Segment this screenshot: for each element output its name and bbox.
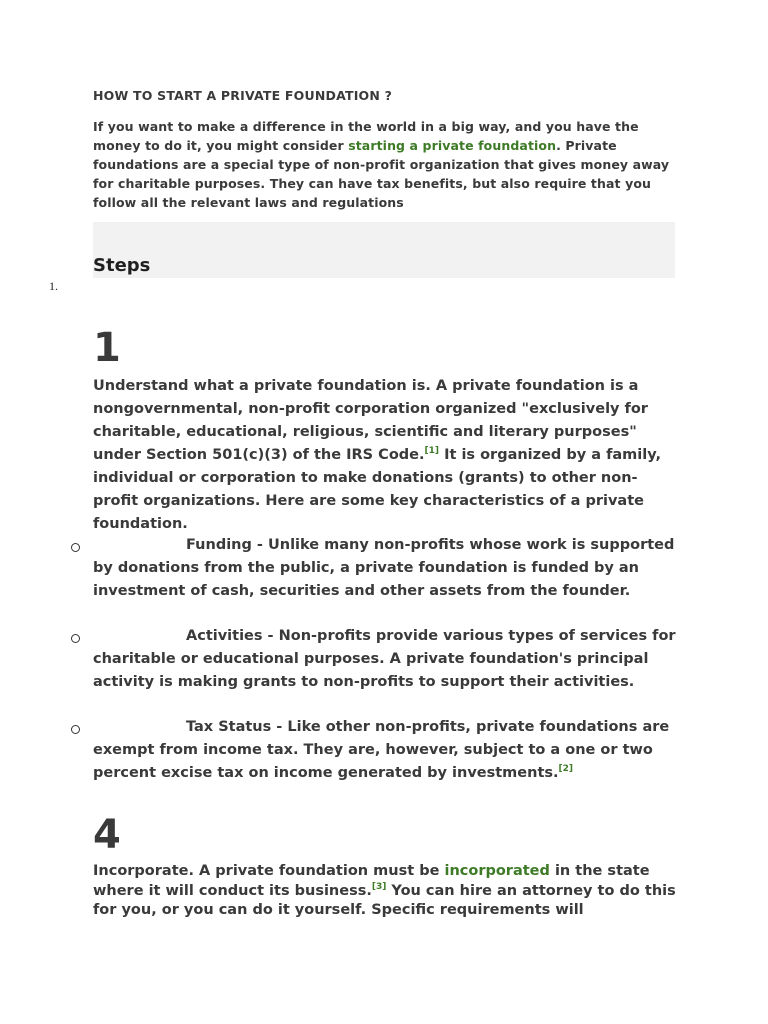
bullet-activities (93, 625, 678, 694)
steps-header-band (93, 222, 675, 278)
intro-text-start: If you want to make a difference in the world in a big way, and you have the money to do it, you might consider (93, 119, 639, 153)
incorporated-link[interactable]: incorporated (444, 863, 550, 879)
page-title: HOW TO START A PRIVATE FOUNDATION ? (93, 88, 393, 103)
step-number-1: 1 (93, 325, 121, 371)
reference-1-link[interactable]: [1] (424, 446, 440, 457)
reference-3-link[interactable]: [3] (371, 881, 387, 892)
list-marker: 1. (49, 279, 58, 293)
starting-foundation-link[interactable]: starting a private foundation (348, 138, 557, 153)
bullet-activities-text: Activities - Non-profits provide various types of services for charitable or educational purposes. A private foundation's principal activity is making grants to non-profits to support their activities. (93, 628, 676, 690)
bullet-funding-text: Funding - Unlike many non-profits whose work is supported by donations from the public, a private foundation is funded by an investment of cash, securities and other assets from the founder. (93, 537, 675, 599)
bullet-tax-status (93, 716, 678, 785)
bullet-icon (71, 543, 80, 552)
step-4-text-a: Incorporate. A private foundation must be (93, 863, 445, 879)
step-4-text-c: You can hire an attorney to do this for you, or you can do it yourself. Specific requirements will (93, 882, 676, 918)
step-4-text (93, 862, 678, 921)
bullet-icon (71, 725, 80, 734)
bullet-tax-status-text: Tax Status - Like other non-profits, private foundations are exempt from income tax. They are, however, subject to a one or two percent excise tax on income generated by investments. (93, 719, 670, 781)
step-1-text-a: Understand what a private foundation is. A private foundation is a nongovernmental, non-profit corporation organized "exclusively for charitable, educational, religious, scientific and literary purposes" under Section 501(c)(3) of the IRS Code. (93, 378, 648, 463)
step-number-4: 4 (93, 812, 121, 858)
intro-paragraph (93, 117, 683, 212)
intro-text-end: . Private foundations are a special type of non-profit organization that gives money away for charitable purposes. They can have tax benefits, but also require that you follow all the relevant laws and regulations (93, 138, 670, 210)
step-1-text (93, 375, 678, 536)
reference-2-link[interactable]: [2] (558, 764, 574, 775)
step-1-text-b: It is organized by a family, individual or corporation to make donations (grants) to other non-profit organizations. Here are some key characteristics of a private foundation. (93, 447, 662, 532)
bullet-funding (93, 534, 678, 603)
bullet-icon (71, 634, 80, 643)
steps-heading: Steps (93, 255, 151, 276)
step-4-text-b: in the state where it will conduct its business. (93, 863, 650, 899)
